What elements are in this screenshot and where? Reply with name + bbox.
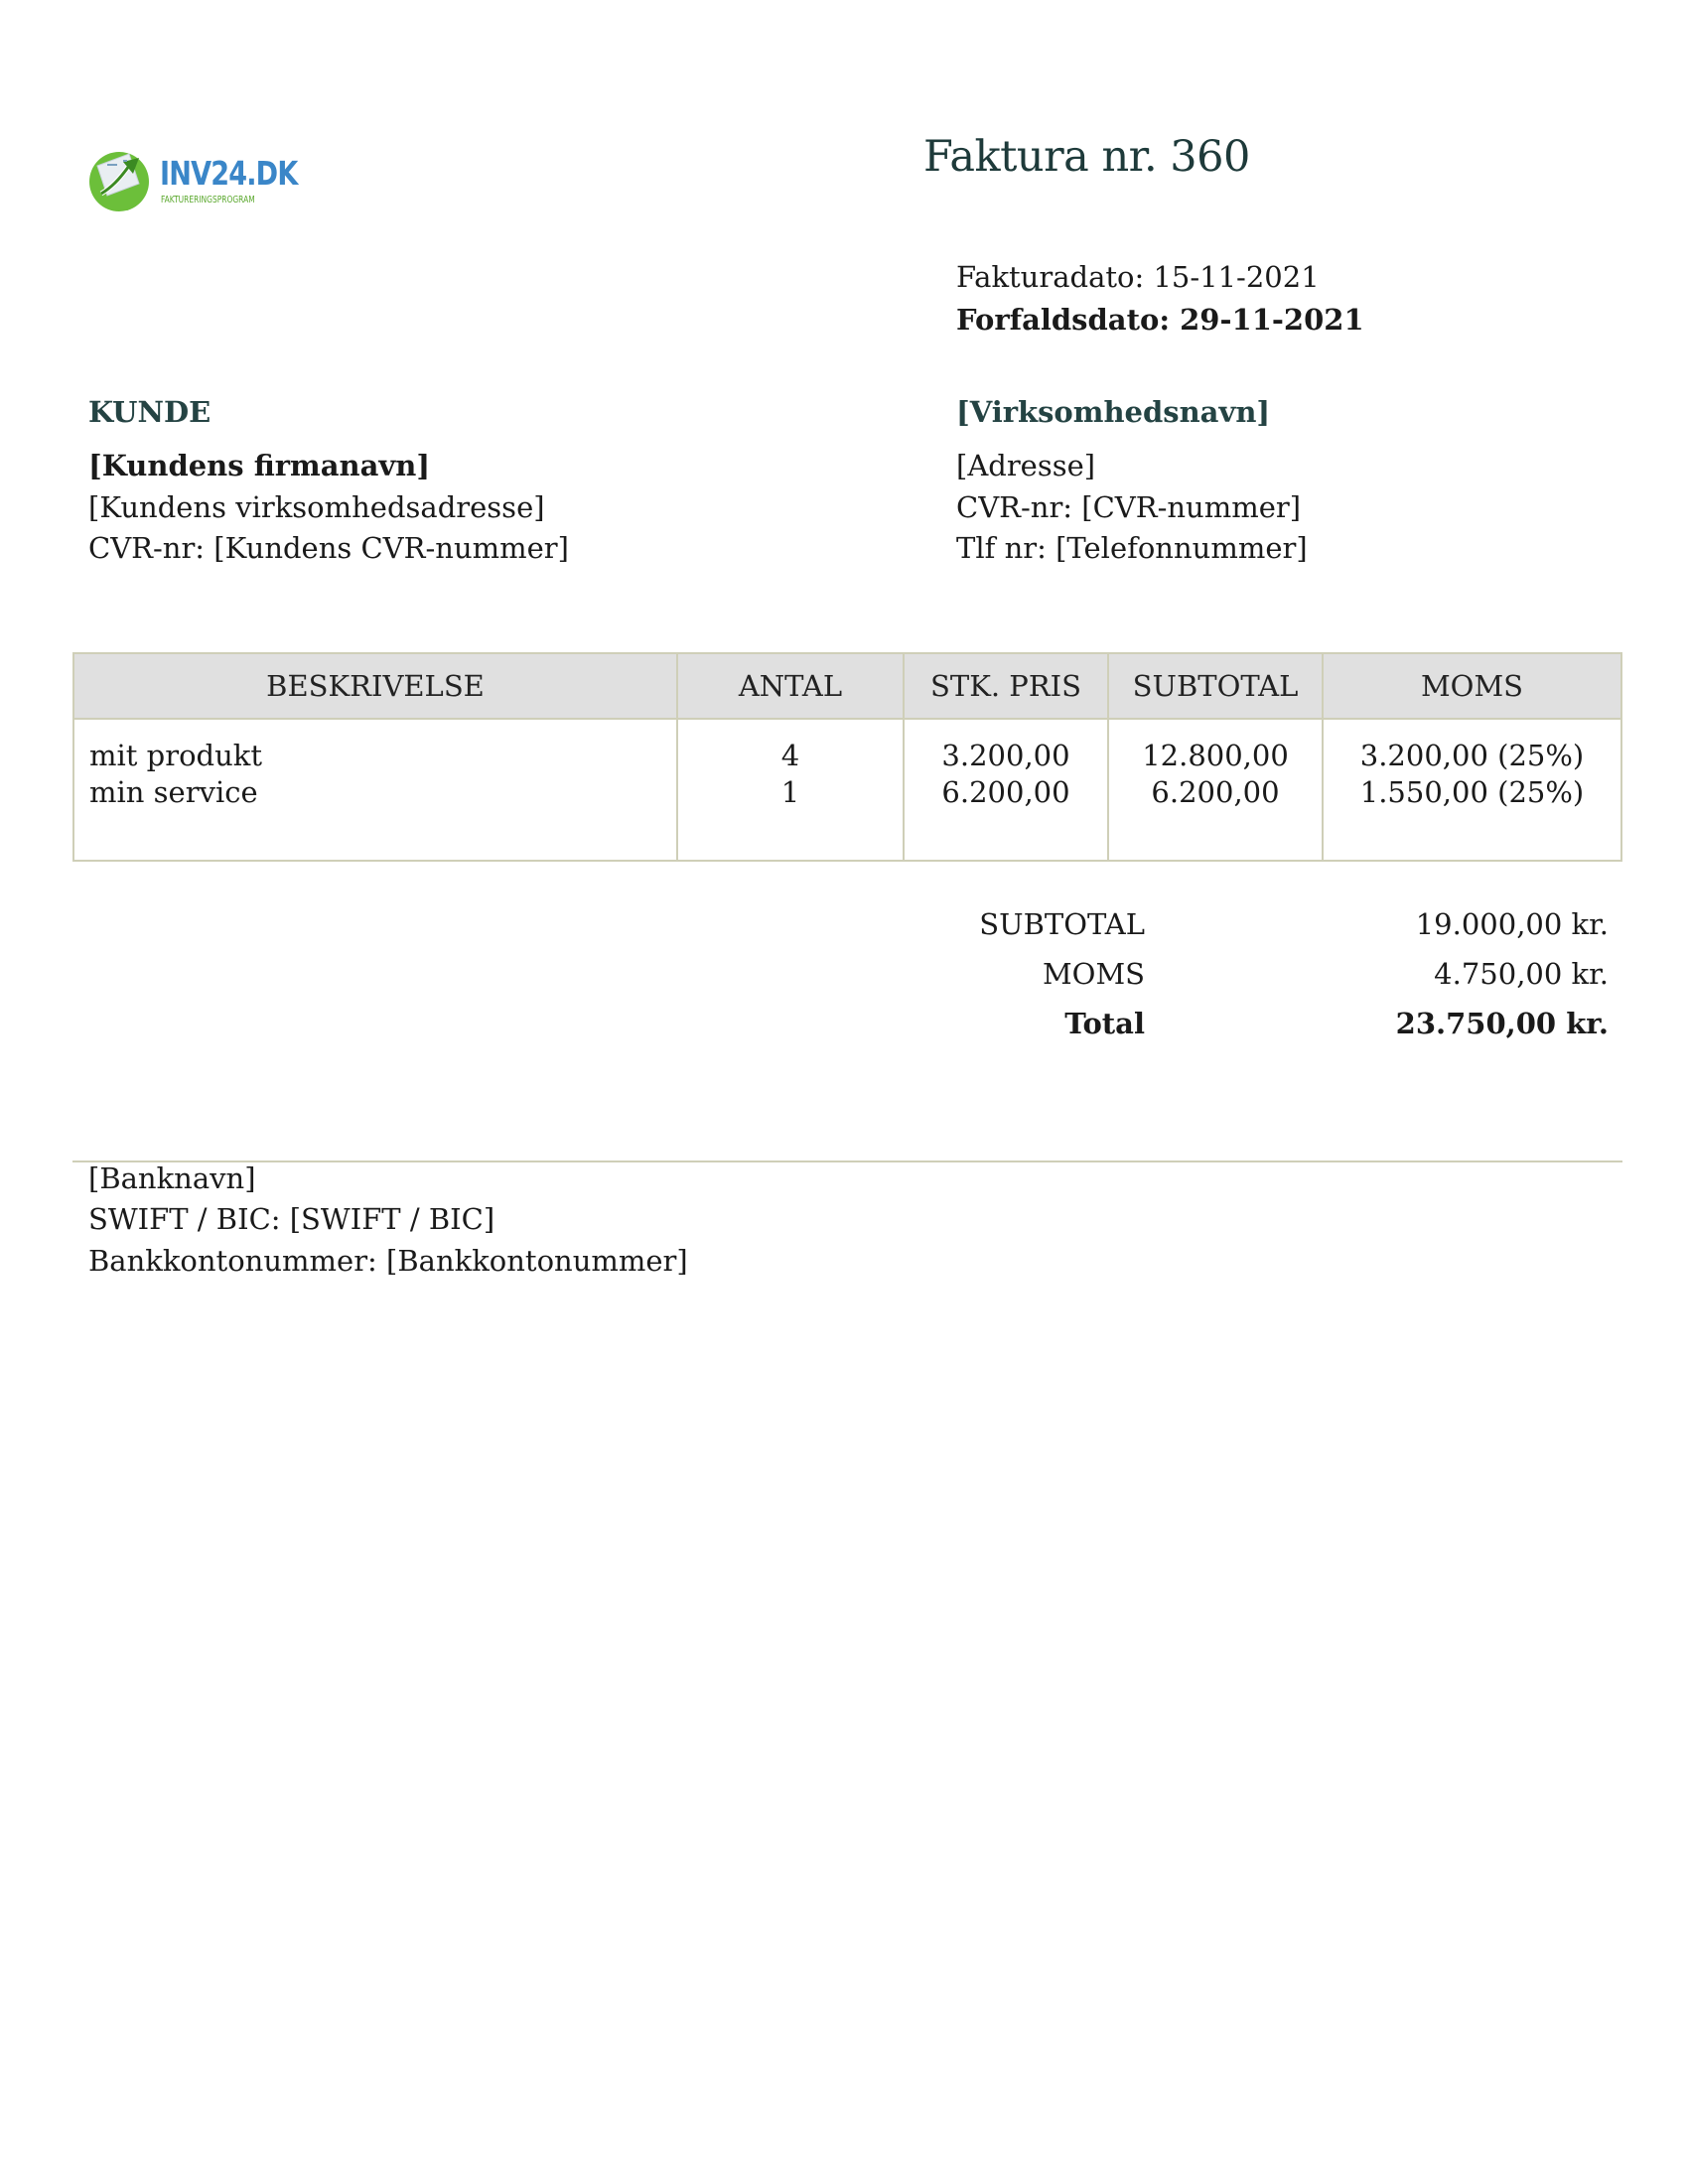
row-description: mit produkt [89, 739, 262, 772]
due-date: Forfaldsdato: 29-11-2021 [956, 303, 1364, 337]
vat-value: 4.750,00 kr. [1434, 957, 1609, 991]
row-vat: 3.200,00 (25%) [1359, 739, 1585, 772]
company-cvr: CVR-nr: [CVR-nummer] [956, 490, 1302, 524]
logo-tagline: FAKTURERINGSPROGRAM [161, 195, 255, 205]
header-vat: MOMS [1323, 653, 1621, 719]
header-description: BESKRIVELSE [73, 653, 677, 719]
customer-name: [Kundens firmanavn] [88, 449, 431, 482]
vat-label: MOMS [1042, 957, 1145, 991]
row-unit-price: 3.200,00 [941, 739, 1070, 772]
row-unit-price: 6.200,00 [941, 775, 1070, 809]
table-row [73, 719, 1621, 861]
subtotal-cell [1108, 719, 1323, 861]
row-subtotal: 12.800,00 [1142, 739, 1289, 772]
vat-cell [1323, 719, 1621, 861]
row-quantity: 4 [780, 739, 800, 772]
total-value: 23.750,00 kr. [1395, 1007, 1609, 1040]
bank-account: Bankkontonummer: [Bankkontonummer] [88, 1244, 688, 1278]
company-name: [Virksomhedsnavn] [956, 395, 1271, 429]
customer-cvr: CVR-nr: [Kundens CVR-nummer] [88, 531, 569, 565]
total-label: Total [1064, 1007, 1145, 1040]
table-header-row [73, 653, 1621, 719]
company-address: [Adresse] [956, 449, 1096, 482]
header-quantity: ANTAL [677, 653, 904, 719]
footer-divider [72, 1160, 1622, 1162]
row-subtotal: 6.200,00 [1151, 775, 1280, 809]
chart-arrow-icon [85, 144, 157, 213]
subtotal-label: SUBTOTAL [979, 907, 1145, 941]
unit-price-cell [904, 719, 1108, 861]
header-unit-price: STK. PRIS [904, 653, 1108, 719]
invoice-date: Fakturadato: 15-11-2021 [956, 260, 1320, 294]
row-vat: 1.550,00 (25%) [1359, 775, 1585, 809]
bank-name: [Banknavn] [88, 1161, 256, 1195]
header-subtotal: SUBTOTAL [1108, 653, 1323, 719]
description-cell [73, 719, 677, 861]
items-table [72, 652, 1622, 862]
customer-address: [Kundens virksomhedsadresse] [88, 490, 545, 524]
row-description: min service [89, 775, 258, 809]
invoice-title: Faktura nr. 360 [923, 132, 1250, 182]
bank-swift: SWIFT / BIC: [SWIFT / BIC] [88, 1202, 495, 1236]
logo-brand: INV24.DK [160, 154, 298, 193]
subtotal-value: 19.000,00 kr. [1415, 907, 1609, 941]
quantity-cell [677, 719, 904, 861]
customer-heading: KUNDE [88, 395, 211, 429]
company-phone: Tlf nr: [Telefonnummer] [956, 531, 1308, 565]
company-logo [85, 144, 298, 213]
row-quantity: 1 [780, 775, 800, 809]
